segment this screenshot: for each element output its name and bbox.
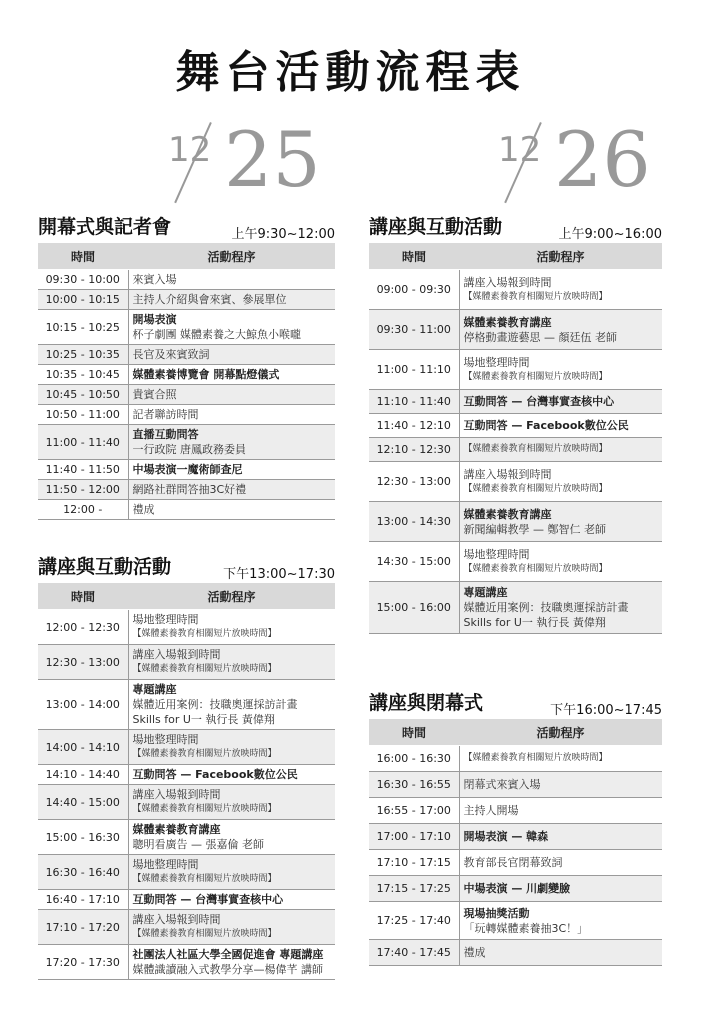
row-program <box>128 405 335 425</box>
table-row <box>38 425 335 460</box>
table-row <box>38 290 335 310</box>
row-program <box>128 680 335 730</box>
row-program <box>459 390 662 414</box>
row-time: 10:15 - 10:25 <box>38 310 128 345</box>
table-row <box>38 855 335 890</box>
table-row <box>369 350 662 390</box>
program-header: 活動程序 <box>128 583 335 610</box>
table-row <box>38 345 335 365</box>
row-program <box>128 890 335 910</box>
program-line: 網路社群問答抽3C好禮 <box>132 483 247 496</box>
program-line: 【媒體素養教育相關短片放映時間】 <box>463 753 608 763</box>
program-line: 媒體近用案例：技職奧運採訪計畫 <box>463 601 629 614</box>
row-time: 10:50 - 11:00 <box>38 405 128 425</box>
row-time: 10:00 - 10:15 <box>38 290 128 310</box>
program-line: 專題講座 <box>463 586 508 599</box>
program-line: 中場表演 — 川劇變臉 <box>463 882 571 895</box>
row-program <box>459 414 662 438</box>
table-row <box>369 582 662 634</box>
schedule-section <box>369 688 662 966</box>
row-program <box>128 765 335 785</box>
row-time: 16:55 - 17:00 <box>369 798 459 824</box>
row-time: 17:10 - 17:20 <box>38 910 128 945</box>
table-row <box>369 542 662 582</box>
row-time: 14:40 - 15:00 <box>38 785 128 820</box>
table-row <box>38 365 335 385</box>
program-line: 【媒體素養教育相關短片放映時間】 <box>132 804 277 814</box>
table-row <box>38 645 335 680</box>
row-time: 17:15 - 17:25 <box>369 876 459 902</box>
table-row <box>369 746 662 772</box>
row-time: 11:40 - 12:10 <box>369 414 459 438</box>
section-time: 上午9:00~16:00 <box>558 227 662 242</box>
row-program <box>459 270 662 310</box>
row-time: 16:00 - 16:30 <box>369 746 459 772</box>
table-row <box>369 876 662 902</box>
date-day: 25 <box>224 115 321 204</box>
schedule-table <box>38 243 335 520</box>
date-month: 12 <box>168 130 212 170</box>
program-line: 記者聯訪時間 <box>132 408 199 421</box>
table-row <box>369 798 662 824</box>
row-program <box>128 730 335 765</box>
date-month: 12 <box>498 130 542 170</box>
program-line: 場地整理時間 <box>132 733 199 746</box>
row-time: 11:40 - 11:50 <box>38 460 128 480</box>
row-time: 16:30 - 16:40 <box>38 855 128 890</box>
program-line: 場地整理時間 <box>132 858 199 871</box>
row-program <box>459 902 662 940</box>
row-time: 11:00 - 11:40 <box>38 425 128 460</box>
date-label <box>168 115 338 204</box>
row-time: 12:10 - 12:30 <box>369 438 459 462</box>
program-line: 講座入場報到時間 <box>463 275 552 289</box>
section-header <box>38 212 335 242</box>
program-line: 停格動畫遊藝思 — 顏廷伍 老師 <box>463 330 617 344</box>
program-line: 講座入場報到時間 <box>132 913 221 926</box>
row-program <box>128 425 335 460</box>
program-line: 講座入場報到時間 <box>463 467 552 481</box>
program-line: 杯子劇團 媒體素養之大鯨魚小喉嚨 <box>132 328 301 341</box>
program-line: 直播互動問答 <box>132 428 199 441</box>
program-line: 媒體素養教育講座 <box>132 823 221 836</box>
schedule-section <box>38 212 335 520</box>
row-program <box>459 824 662 850</box>
table-row <box>38 610 335 645</box>
row-time: 14:30 - 15:00 <box>369 542 459 582</box>
program-line: 現場抽獎活動 <box>463 906 530 920</box>
row-time: 14:10 - 14:40 <box>38 765 128 785</box>
program-line: 一行政院 唐鳳政務委員 <box>132 443 246 456</box>
program-line: 新聞編輯教學 — 鄭智仁 老師 <box>463 522 606 536</box>
page-title: 舞台活動流程表 <box>175 47 526 98</box>
program-line: 媒體素養教育講座 <box>463 315 552 329</box>
row-program <box>128 645 335 680</box>
program-header: 活動程序 <box>459 719 662 746</box>
program-line: 互動問答 — Facebook數位公民 <box>132 768 298 781</box>
time-header: 時間 <box>369 243 459 270</box>
program-line: 【媒體素養教育相關短片放映時間】 <box>132 929 277 939</box>
table-row <box>369 502 662 542</box>
table-row <box>38 765 335 785</box>
table-row <box>369 902 662 940</box>
program-header: 活動程序 <box>459 243 662 270</box>
row-program <box>459 350 662 390</box>
program-line: 開場表演 <box>132 313 177 326</box>
program-line: 場地整理時間 <box>463 547 530 561</box>
program-line: 教育部長官閉幕致詞 <box>463 856 563 869</box>
section-time: 下午13:00~17:30 <box>223 567 335 582</box>
row-time: 15:00 - 16:00 <box>369 582 459 634</box>
table-row <box>38 890 335 910</box>
section-title: 講座與互動活動 <box>369 216 503 238</box>
program-line: Skills for U一 執行長 黃偉翔 <box>463 616 606 629</box>
program-line: 【媒體素養教育相關短片放映時間】 <box>132 629 277 639</box>
program-line: 媒體近用案例：技職奧運採訪計畫 <box>132 698 298 711</box>
date-label <box>498 115 678 204</box>
table-row <box>369 940 662 966</box>
table-row <box>369 462 662 502</box>
table-row <box>38 910 335 945</box>
program-line: 【媒體素養教育相關短片放映時間】 <box>132 664 277 674</box>
program-line: 互動問答 — 台灣事實查核中心 <box>463 395 615 408</box>
section-title: 講座與互動活動 <box>38 556 172 578</box>
program-line: 媒體素養博覽會 開幕點燈儀式 <box>132 368 280 381</box>
row-program <box>459 746 662 772</box>
table-row <box>38 785 335 820</box>
row-program <box>128 385 335 405</box>
date-day: 26 <box>554 115 651 204</box>
row-time: 14:00 - 14:10 <box>38 730 128 765</box>
row-time: 17:20 - 17:30 <box>38 945 128 980</box>
row-program <box>459 876 662 902</box>
program-line: 「玩轉媒體素養抽3C！」 <box>463 921 589 935</box>
table-row <box>369 824 662 850</box>
section-time: 上午9:30~12:00 <box>231 227 335 242</box>
row-program <box>459 582 662 634</box>
row-program <box>128 365 335 385</box>
schedule-table <box>38 583 335 980</box>
program-line: 場地整理時間 <box>463 355 530 369</box>
table-row <box>38 460 335 480</box>
row-program <box>459 772 662 798</box>
row-program <box>128 460 335 480</box>
section-header <box>38 552 335 582</box>
row-time: 16:40 - 17:10 <box>38 890 128 910</box>
row-program <box>459 542 662 582</box>
row-program <box>128 310 335 345</box>
program-line: 媒體識讀融入式教學分享—楊偉芊 講師 <box>132 963 323 976</box>
table-row <box>369 438 662 462</box>
table-row <box>369 850 662 876</box>
program-line: 主持人開場 <box>463 804 519 817</box>
table-row <box>38 820 335 855</box>
program-line: 【媒體素養教育相關短片放映時間】 <box>463 444 608 454</box>
row-time: 17:40 - 17:45 <box>369 940 459 966</box>
table-row <box>38 945 335 980</box>
row-program <box>128 290 335 310</box>
row-time: 17:25 - 17:40 <box>369 902 459 940</box>
table-row <box>38 730 335 765</box>
row-time: 10:35 - 10:45 <box>38 365 128 385</box>
row-program <box>128 610 335 645</box>
program-line: 講座入場報到時間 <box>132 788 221 801</box>
time-header: 時間 <box>369 719 459 746</box>
row-program <box>128 480 335 500</box>
row-time: 13:00 - 14:30 <box>369 502 459 542</box>
row-time: 17:00 - 17:10 <box>369 824 459 850</box>
program-line: 貴賓合照 <box>132 388 177 401</box>
row-time: 12:30 - 13:00 <box>38 645 128 680</box>
program-header: 活動程序 <box>128 243 335 270</box>
program-line: 媒體素養教育講座 <box>463 507 552 521</box>
row-time: 16:30 - 16:55 <box>369 772 459 798</box>
program-line: 講座入場報到時間 <box>132 648 221 661</box>
time-header: 時間 <box>38 583 128 610</box>
table-row <box>369 772 662 798</box>
row-time: 17:10 - 17:15 <box>369 850 459 876</box>
row-time: 12:00 - 12:30 <box>38 610 128 645</box>
section-header <box>369 212 662 242</box>
row-time: 11:00 - 11:10 <box>369 350 459 390</box>
program-line: 場地整理時間 <box>132 613 199 626</box>
schedule-table <box>369 719 662 966</box>
row-program <box>459 438 662 462</box>
program-line: 社團法人社區大學全國促進會 專題講座 <box>132 948 324 961</box>
row-time: 09:00 - 09:30 <box>369 270 459 310</box>
row-program <box>459 502 662 542</box>
program-line: 【媒體素養教育相關短片放映時間】 <box>463 563 608 574</box>
program-line: 禮成 <box>463 946 486 959</box>
program-line: 【媒體素養教育相關短片放映時間】 <box>463 291 608 302</box>
row-program <box>128 785 335 820</box>
table-row <box>38 405 335 425</box>
row-time: 11:10 - 11:40 <box>369 390 459 414</box>
table-row <box>369 310 662 350</box>
section-time: 下午16:00~17:45 <box>550 703 662 718</box>
row-program <box>459 850 662 876</box>
schedule-section <box>38 552 335 980</box>
row-program <box>459 462 662 502</box>
row-program <box>128 855 335 890</box>
table-row <box>38 310 335 345</box>
section-title: 講座與閉幕式 <box>369 692 484 714</box>
section-title: 開幕式與記者會 <box>38 216 172 238</box>
row-time: 09:30 - 11:00 <box>369 310 459 350</box>
program-line: 【媒體素養教育相關短片放映時間】 <box>463 371 608 382</box>
program-line: Skills for U一 執行長 黃偉翔 <box>132 713 275 726</box>
program-line: 主持人介紹與會來賓、參展單位 <box>132 293 287 306</box>
row-time: 11:50 - 12:00 <box>38 480 128 500</box>
program-line: 專題講座 <box>132 683 177 696</box>
row-program <box>459 940 662 966</box>
program-line: 閉幕式來賓入場 <box>463 778 541 791</box>
table-row <box>38 500 335 520</box>
row-time: 12:30 - 13:00 <box>369 462 459 502</box>
row-program <box>459 310 662 350</box>
program-line: 互動問答 — 台灣事實查核中心 <box>132 893 284 906</box>
row-program <box>128 500 335 520</box>
program-line: 【媒體素養教育相關短片放映時間】 <box>132 874 277 884</box>
row-program <box>128 820 335 855</box>
row-program <box>128 270 335 290</box>
row-program <box>128 945 335 980</box>
schedule-table <box>369 243 662 634</box>
row-time: 09:30 - 10:00 <box>38 270 128 290</box>
program-line: 開場表演 — 韓森 <box>463 830 549 843</box>
program-line: 【媒體素養教育相關短片放映時間】 <box>132 749 277 759</box>
program-line: 禮成 <box>132 503 155 516</box>
row-time: 10:25 - 10:35 <box>38 345 128 365</box>
table-row <box>38 385 335 405</box>
program-line: 【媒體素養教育相關短片放映時間】 <box>463 483 608 494</box>
row-time: 15:00 - 16:30 <box>38 820 128 855</box>
table-row <box>369 414 662 438</box>
program-line: 來賓入場 <box>132 273 177 286</box>
row-program <box>128 345 335 365</box>
program-line: 互動問答 — Facebook數位公民 <box>463 419 629 432</box>
row-time: 10:45 - 10:50 <box>38 385 128 405</box>
section-header <box>369 688 662 718</box>
row-program <box>128 910 335 945</box>
row-time: 13:00 - 14:00 <box>38 680 128 730</box>
table-row <box>38 680 335 730</box>
table-row <box>369 270 662 310</box>
table-row <box>369 390 662 414</box>
table-row <box>38 480 335 500</box>
row-program <box>459 798 662 824</box>
row-time: 12:00 - <box>38 500 128 520</box>
program-line: 中場表演一魔術師查尼 <box>132 463 243 476</box>
time-header: 時間 <box>38 243 128 270</box>
schedule-section <box>369 212 662 634</box>
program-line: 聰明看廣告 — 張嘉倫 老師 <box>132 838 264 851</box>
program-line: 長官及來賓致詞 <box>132 348 210 361</box>
table-row <box>38 270 335 290</box>
